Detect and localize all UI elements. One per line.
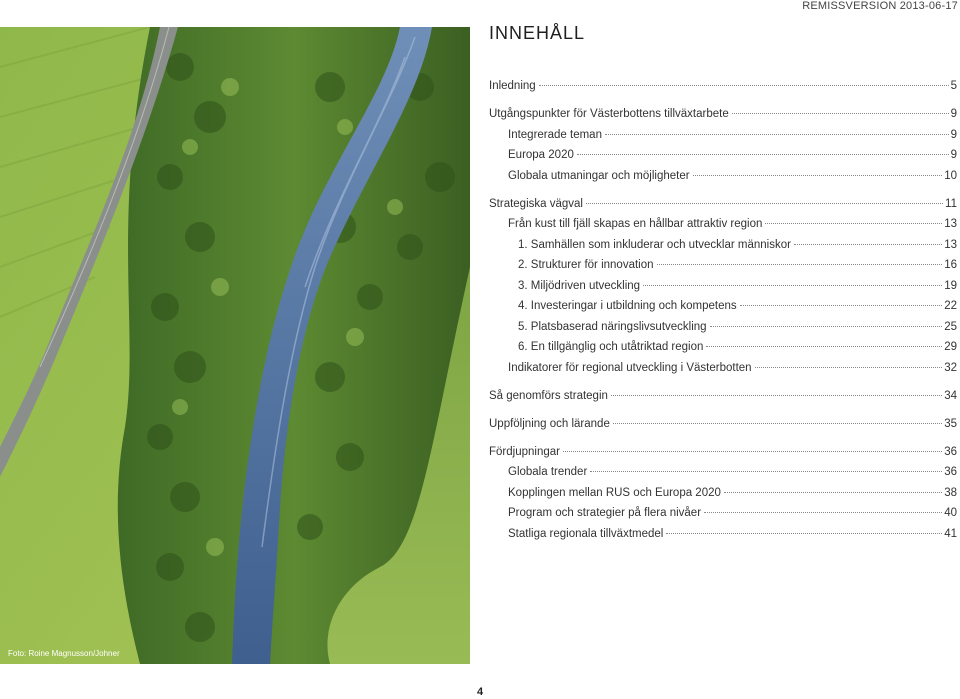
toc-entry-page: 13: [944, 238, 957, 251]
toc-entry-title: Uppföljning och lärande: [489, 417, 610, 430]
toc-entry-title: Fördjupningar: [489, 445, 560, 458]
toc-entry-page: 38: [944, 486, 957, 499]
toc-entry[interactable]: [508, 170, 957, 188]
toc-entry-page: 25: [944, 320, 957, 333]
toc-entry[interactable]: [508, 528, 957, 546]
toc-leader-dots: [613, 423, 942, 424]
toc-entry[interactable]: [518, 280, 957, 298]
toc-entry-title: Europa 2020: [508, 149, 574, 161]
toc-leader-dots: [605, 134, 949, 135]
aerial-river-photo: [0, 27, 470, 664]
toc-entry-title: 4. Investeringar i utbildning och kompetens: [518, 300, 737, 312]
toc-leader-dots: [724, 492, 942, 493]
toc-entry-page: 11: [945, 197, 957, 210]
toc-entry[interactable]: [518, 259, 957, 277]
toc-entry[interactable]: [489, 80, 957, 98]
toc-entry-title: 6. En tillgänglig och utåtriktad region: [518, 341, 704, 353]
toc-entry-page: 16: [944, 259, 957, 271]
toc-entry-page: 5: [950, 80, 957, 92]
toc-entry-title: Globala trender: [508, 466, 588, 478]
toc-entry-title: Utgångspunkter för Västerbottens tillväxtarbete: [489, 108, 729, 120]
toc-entry-title: 2. Strukturer för innovation: [518, 259, 654, 271]
toc-entry[interactable]: [489, 446, 957, 464]
toc-entry[interactable]: [508, 362, 957, 380]
toc-entry-page: 29: [944, 341, 957, 353]
toc-entry[interactable]: [508, 507, 957, 525]
toc-leader-dots: [657, 264, 943, 265]
toc-entry[interactable]: [518, 341, 957, 359]
toc-entry[interactable]: [518, 239, 957, 257]
toc-entry-title: Program och strategier på flera nivåer: [508, 507, 702, 519]
toc-leader-dots: [755, 367, 943, 368]
toc-entry-page: 19: [944, 279, 957, 292]
toc-entry-page: 34: [944, 389, 957, 402]
version-label: REMISSVERSION 2013-06-17: [802, 0, 958, 12]
toc-entry-page: 32: [944, 361, 957, 374]
toc-entry-page: 36: [944, 445, 957, 458]
toc-entry-title: Så genomförs strategin: [489, 389, 608, 402]
toc-entry[interactable]: [508, 487, 957, 505]
toc-leader-dots: [706, 346, 942, 347]
toc-leader-dots: [693, 175, 943, 176]
toc-entry[interactable]: [489, 418, 957, 436]
toc-entry-page: 40: [944, 507, 957, 519]
toc-entry-title: Statliga regionala tillväxtmedel: [508, 527, 664, 540]
toc-entry[interactable]: [508, 218, 957, 236]
toc-entry-title: 5. Platsbaserad näringslivsutveckling: [518, 320, 707, 333]
toc-leader-dots: [586, 203, 943, 204]
toc-leader-dots: [590, 471, 942, 472]
toc-entry-page: 9: [950, 128, 957, 141]
toc-leader-dots: [704, 512, 942, 513]
toc-leader-dots: [643, 285, 942, 286]
river-landscape-image: [0, 27, 470, 664]
photo-credit: Foto: Roine Magnusson/Johner: [8, 649, 120, 658]
toc-entry[interactable]: [508, 149, 957, 167]
toc-entry-page: 35: [944, 417, 957, 430]
toc-entry-page: 13: [944, 218, 957, 230]
toc-entry-title: Integrerade teman: [508, 128, 602, 141]
toc-leader-dots: [563, 451, 942, 452]
toc-leader-dots: [577, 154, 949, 155]
toc-entry-page: 9: [950, 149, 957, 161]
toc-entry[interactable]: [518, 300, 957, 318]
toc-leader-dots: [710, 326, 943, 327]
toc-entry-title: 1. Samhällen som inkluderar och utvecklar människor: [518, 238, 791, 251]
toc-title: INNEHÅLL: [489, 23, 586, 43]
toc-leader-dots: [666, 533, 942, 534]
toc-entry[interactable]: [508, 129, 957, 147]
toc-leader-dots: [539, 85, 949, 86]
toc-leader-dots: [765, 223, 942, 224]
toc-entry-title: Globala utmaningar och möjligheter: [508, 169, 690, 182]
toc-entry-page: 22: [944, 300, 957, 312]
toc-entry[interactable]: [489, 390, 957, 408]
toc-entry-title: Strategiska vägval: [489, 197, 583, 210]
toc-leader-dots: [794, 244, 942, 245]
toc-entry-title: 3. Miljödriven utveckling: [518, 279, 641, 292]
toc-entry[interactable]: [518, 321, 957, 339]
toc-leader-dots: [611, 395, 942, 396]
toc-entry-page: 36: [944, 466, 957, 478]
toc-entry[interactable]: [489, 198, 957, 216]
toc-entry-title: Indikatorer för regional utveckling i Västerbotten: [508, 361, 752, 374]
page-number: 4: [476, 686, 484, 698]
toc-leader-dots: [740, 305, 943, 306]
toc-leader-dots: [732, 113, 949, 114]
toc-entry-title: Kopplingen mellan RUS och Europa 2020: [508, 486, 721, 499]
toc-entry-title: Inledning: [489, 80, 536, 92]
toc-entry-title: Från kust till fjäll skapas en hållbar attraktiv region: [508, 218, 763, 230]
toc-entry-page: 10: [944, 169, 957, 182]
toc-entry[interactable]: [508, 466, 957, 484]
toc-entry-page: 41: [944, 527, 957, 540]
toc-entry[interactable]: [489, 108, 957, 126]
toc-entry-page: 9: [950, 108, 957, 120]
